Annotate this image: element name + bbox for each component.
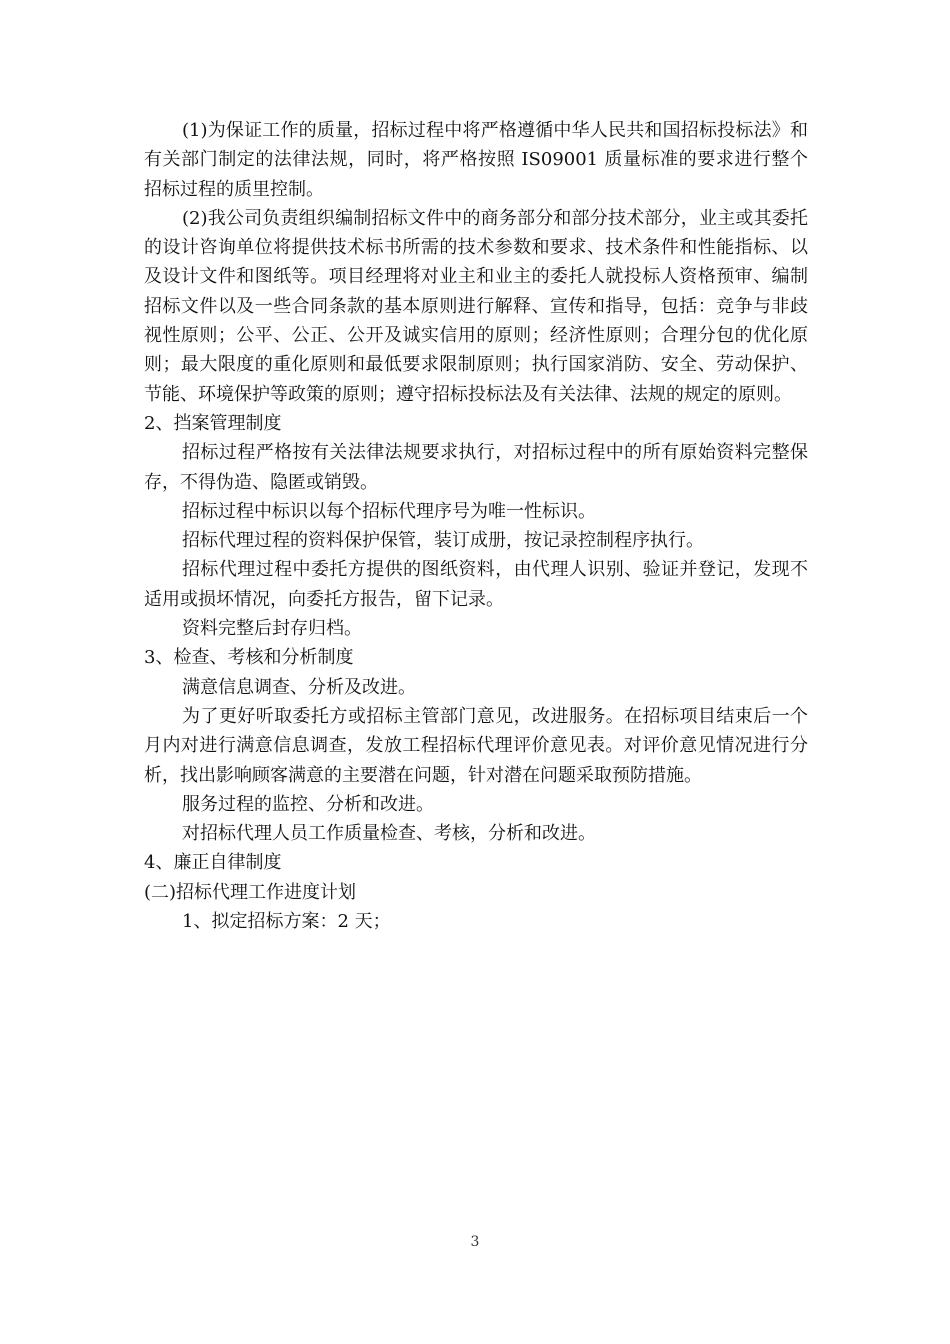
paragraph-plan-step-1: 1、拟定招标方案：2 天； (182, 911, 391, 933)
heading-integrity-discipline: 4、廉正自律制度 (144, 852, 282, 874)
paragraph-staff-assessment: 对招标代理人员工作质量检查、考核，分析和改进。 (182, 823, 596, 845)
heading-progress-plan: (二)招标代理工作进度计划 (144, 881, 357, 903)
paragraph-satisfaction-survey: 满意信息调查、分析及改进。 (182, 676, 416, 698)
heading-archive-management: 2、挡案管理制度 (144, 412, 282, 434)
paragraph-tender-document-preparation: (2)我公司负责组织编制招标文件中的商务部分和部分技术部分，业主或其委托的设计咨询单位将提供技术标书所需的技术参数和要求、技术条件和性能指标、以及设计文件和图纸等。项目经理将对业主和业主的委托人就投标人资格预审、编制招标文件以及一些合同条款的基本原则进行解释、宣传和指导，包括：竞争与非歧视性原则；公平、公正、公开及诚实信用的原则；经济性原则；合理分包的优化原则；最大限度的重化原则和最低要求限制原则；执行国家消防、安全、劳动保护、节能、环境保护等政策的原则；遵守招标投标法及有关法律、法规的规定的原则。 (144, 207, 808, 405)
document-body (144, 116, 808, 936)
page-number: 3 (470, 1234, 480, 1250)
paragraph-service-monitoring: 服务过程的监控、分析和改进。 (182, 793, 434, 815)
paragraph-archive-preservation: 招标过程严格按有关法律法规要求执行，对招标过程中的所有原始资料完整保存，不得伪造、隐匿或销毁。 (144, 442, 808, 493)
paragraph-archive-sealing: 资料完整后封存归档。 (182, 618, 362, 640)
paragraph-client-feedback: 为了更好听取委托方或招标主管部门意见，改进服务。在招标项目结束后一个月内对进行满意信息调查，发放工程招标代理评价意见表。对评价意见情况进行分析，找出影响顾客满意的主要潜在问题，针对潜在问题采取预防措施。 (144, 705, 808, 786)
paragraph-drawing-materials: 招标代理过程中委托方提供的图纸资料，由代理人识别、验证并登记，发现不适用或损坏情况，向委托方报告，留下记录。 (144, 559, 808, 610)
heading-inspection-assessment: 3、检查、考核和分析制度 (144, 647, 354, 669)
paragraph-archive-identification: 招标过程中标识以每个招标代理序号为唯一性标识。 (182, 500, 596, 522)
paragraph-quality-control: (1)为保证工作的质量，招标过程中将严格遵循中华人民共和国招标投标法》和有关部门制定的法律法规，同时，将严格按照 IS09001 质量标准的要求进行整个招标过程的质里控制。 (144, 120, 808, 200)
paragraph-archive-binding: 招标代理过程的资料保护保管，装订成册，按记录控制程序执行。 (182, 530, 704, 552)
